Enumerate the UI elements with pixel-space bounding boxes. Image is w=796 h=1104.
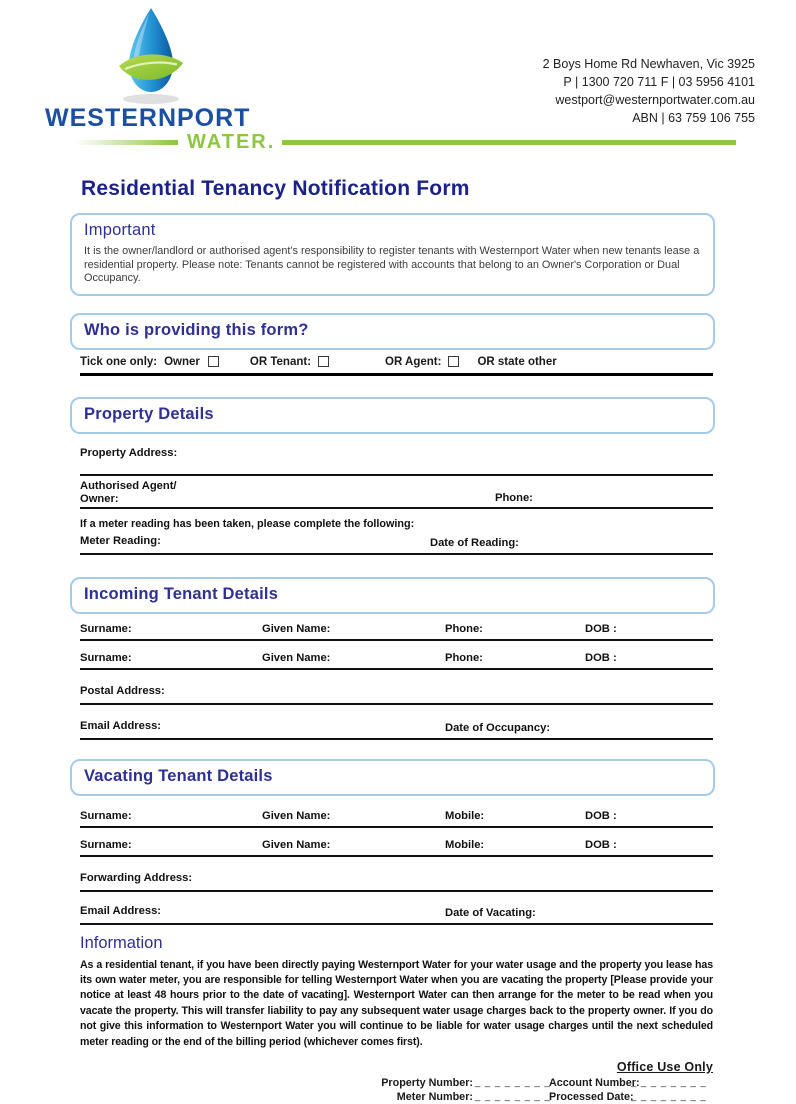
page-title: Residential Tenancy Notification Form [81, 177, 470, 200]
contact-block [543, 55, 755, 127]
meter-reading-field [80, 530, 713, 555]
information-body: As a residential tenant, if you have been directly paying Westernport Water for your water usage and the property you lease has its own water meter, you are responsible for telling Westernport Water when you are vacating the property [Please provide your notice at least 48 hours prior to the date of vacating]. Westernport Water can then arrange for the meter to be read when you vacate the property. This will transfer liability to pay any subsequent water usage charges back to the property owner. If you do not give this information to Westernport Water you will continue to be liable for water usage charges until the next scheduled meter reading or the end of the billing period (whichever comes first). [80, 958, 713, 1048]
vacating-email-field [80, 892, 713, 925]
date-of-reading-label: Date of Reading: [430, 536, 519, 549]
office-use-only-grid [365, 1076, 713, 1104]
incoming-heading: Incoming Tenant Details [84, 584, 279, 603]
account-number-blank: _ _ _ _ _ _ _ _ [631, 1076, 707, 1088]
owner-checkbox[interactable] [208, 356, 219, 367]
agent-checkbox[interactable] [448, 356, 459, 367]
postal-address-label: Postal Address: [80, 684, 165, 697]
tick-label: Tick one only: [80, 355, 158, 368]
forwarding-address-field [80, 857, 713, 892]
property-address-label: Property Address: [80, 446, 178, 459]
property-number-label: Property Number: [381, 1076, 473, 1089]
email-address-label: Email Address: [80, 904, 162, 917]
agent-label-line2: Owner: [80, 492, 119, 505]
office-use-only-block [365, 1060, 713, 1104]
water-drop-leaf-logo-icon [116, 6, 186, 106]
dob-label: DOB : [585, 838, 617, 851]
contact-abn: ABN | 63 759 106 755 [632, 111, 755, 125]
green-gradient-line [75, 140, 178, 145]
agent-label-line1: Authorised Agent/ [80, 479, 177, 492]
date-of-occupancy-label: Date of Occupancy: [445, 721, 551, 734]
form-content [0, 177, 796, 1104]
contact-address: 2 Boys Home Rd Newhaven, Vic 3925 [542, 57, 755, 71]
contact-email: westport@westernportwater.com.au [555, 93, 755, 107]
mobile-label: Mobile: [445, 809, 485, 822]
logo-water-row [75, 132, 736, 152]
important-body: It is the owner/landlord or authorised agent's responsibility to register tenants with Westernport Water when new tenants lease a residential property. Please note: Tenants cannot be registered with accounts that belong to an Owner's Corporation or Dual Occupancy. [84, 245, 700, 284]
given-name-label: Given Name: [262, 651, 331, 664]
incoming-tenant-row-1 [80, 614, 713, 641]
processed-date-blank: _ _ _ _ _ _ _ _ [631, 1090, 707, 1102]
forwarding-address-label: Forwarding Address: [80, 871, 193, 884]
authorised-agent-field [80, 476, 713, 509]
mobile-label: Mobile: [445, 838, 485, 851]
logo-wordmark: WESTERNPORT [45, 104, 251, 132]
given-name-label: Given Name: [262, 622, 331, 635]
meter-reading-note: If a meter reading has been taken, please complete the following: [80, 517, 415, 530]
surname-label: Surname: [80, 651, 132, 664]
page-header [0, 0, 796, 163]
email-address-label: Email Address: [80, 719, 162, 732]
processed-date-label: Processed Date: [549, 1090, 634, 1103]
contact-phone-fax: P | 1300 720 711 F | 03 5956 4101 [563, 75, 755, 89]
property-section-header [70, 397, 715, 434]
meter-reading-label: Meter Reading: [80, 534, 161, 547]
agent-option-label: OR Agent: [385, 355, 442, 368]
property-phone-label: Phone: [495, 491, 533, 504]
surname-label: Surname: [80, 838, 132, 851]
meter-number-label: Meter Number: [396, 1090, 473, 1103]
who-heading: Who is providing this form? [84, 320, 309, 339]
incoming-email-field [80, 705, 713, 740]
dob-label: DOB : [585, 809, 617, 822]
information-heading: Information [80, 933, 163, 952]
logo-water-text: WATER. [187, 131, 276, 153]
property-address-field [80, 442, 713, 476]
vacating-heading: Vacating Tenant Details [84, 766, 273, 785]
vacating-tenant-row-2 [80, 828, 713, 857]
given-name-label: Given Name: [262, 838, 331, 851]
tenant-checkbox[interactable] [318, 356, 329, 367]
postal-address-field [80, 670, 713, 705]
property-heading: Property Details [84, 404, 214, 423]
incoming-section-header [70, 577, 715, 614]
state-other-label: OR state other [477, 355, 557, 368]
dob-label: DOB : [585, 651, 617, 664]
dob-label: DOB : [585, 622, 617, 635]
incoming-tenant-row-2 [80, 641, 713, 670]
vacating-tenant-row-1 [80, 796, 713, 828]
tick-one-only-row [80, 356, 713, 376]
green-solid-line [282, 140, 736, 145]
important-heading: Important [84, 221, 156, 239]
vacating-section-header [70, 759, 715, 796]
property-number-blank: _ _ _ _ _ _ _ _ [475, 1076, 551, 1088]
office-use-only-heading: Office Use Only [616, 1059, 713, 1074]
given-name-label: Given Name: [262, 809, 331, 822]
meter-number-blank: _ _ _ _ _ _ _ _ [475, 1090, 551, 1102]
agent-owner-label [80, 480, 713, 505]
date-of-vacating-label: Date of Vacating: [445, 906, 536, 919]
account-number-label: Account Number: [549, 1076, 640, 1089]
surname-label: Surname: [80, 809, 132, 822]
who-section-header [70, 313, 715, 350]
phone-label: Phone: [445, 622, 483, 635]
phone-label: Phone: [445, 651, 483, 664]
important-section [70, 213, 715, 296]
surname-label: Surname: [80, 622, 132, 635]
owner-option-label: Owner [164, 355, 200, 368]
tenant-option-label: OR Tenant: [249, 355, 312, 368]
